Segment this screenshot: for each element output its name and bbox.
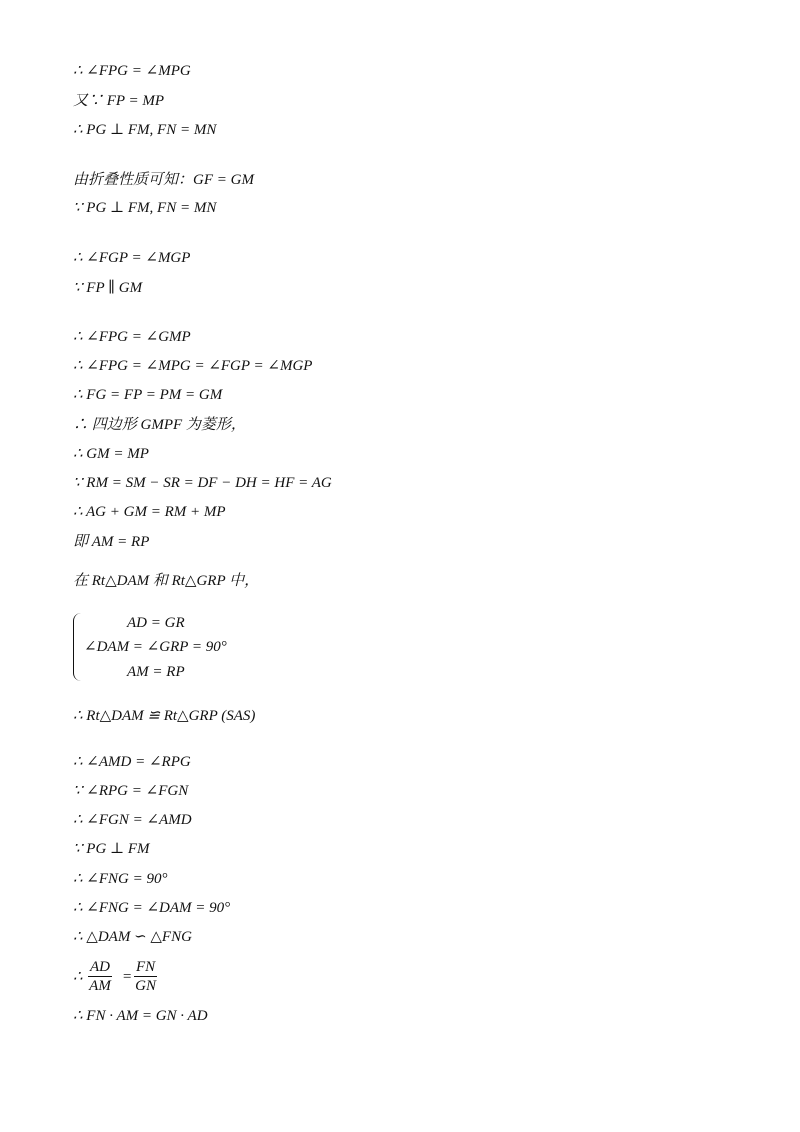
system-row: AM = RP [127,664,185,680]
proof-line: ∵ PG ⊥ FM, FN = MN [73,200,217,216]
proof-line: ∴ ∠FNG = ∠DAM = 90° [73,900,231,916]
proof-line: ∵ RM = SM − SR = DF − DH = HF = AG [73,475,332,491]
proof-line: ∴ FG = FP = PM = GM [73,387,223,403]
proof-line: ∴ ∠FPG = ∠MPG = ∠FGP = ∠MGP [73,358,313,374]
fraction-right-numerator: FN [136,959,156,975]
proof-line: ∴ △DAM ∽ △FNG [73,929,192,945]
system-brace [73,613,82,681]
proof-line-final: ∴ FN · AM = GN · AD [73,1008,208,1024]
fraction-left-denominator: AM [89,978,111,994]
fraction-right [134,958,157,995]
proof-line: ∴ ∠FGP = ∠MGP [73,250,191,266]
fraction-prefix: ∴ [73,969,83,985]
proof-line: ∴ ∠FNG = 90° [73,871,168,887]
proof-line: ∴ ∠FPG = ∠GMP [73,329,191,345]
proof-line: 又∵ FP = MP [73,93,165,109]
proof-line: 即 AM = RP [73,534,150,550]
proof-line: ∴ ∠FGN = ∠AMD [73,812,192,828]
proof-line: ∴ ∠FPG = ∠MPG [73,63,191,79]
proof-line: 由折叠性质可知：GF = GM [73,172,254,188]
fraction-right-denominator: GN [135,978,156,994]
proof-line: ∴ PG ⊥ FM, FN = MN [73,122,217,138]
fraction-left-numerator: AD [90,959,110,975]
proof-line: ∵ ∠RPG = ∠FGN [73,783,189,799]
proof-line: 在 Rt△DAM 和 Rt△GRP 中， [73,573,260,589]
proof-line: ∴ AG + GM = RM + MP [73,504,226,520]
proof-line: ∴ 四边形 GMPF 为菱形， [73,417,246,433]
system-row: ∠DAM = ∠GRP = 90° [84,639,227,655]
system-row: AD = GR [127,615,185,631]
proof-line: ∵ PG ⊥ FM [73,841,150,857]
fraction-equals: = [122,969,133,985]
proof-line: ∵ FP ∥ GM [73,280,143,296]
proof-line: ∴ GM = MP [73,446,149,462]
proof-line: ∴ ∠AMD = ∠RPG [73,754,191,770]
proof-line: ∴ Rt△DAM ≌ Rt△GRP (SAS) [73,708,256,724]
fraction-left [88,958,112,995]
